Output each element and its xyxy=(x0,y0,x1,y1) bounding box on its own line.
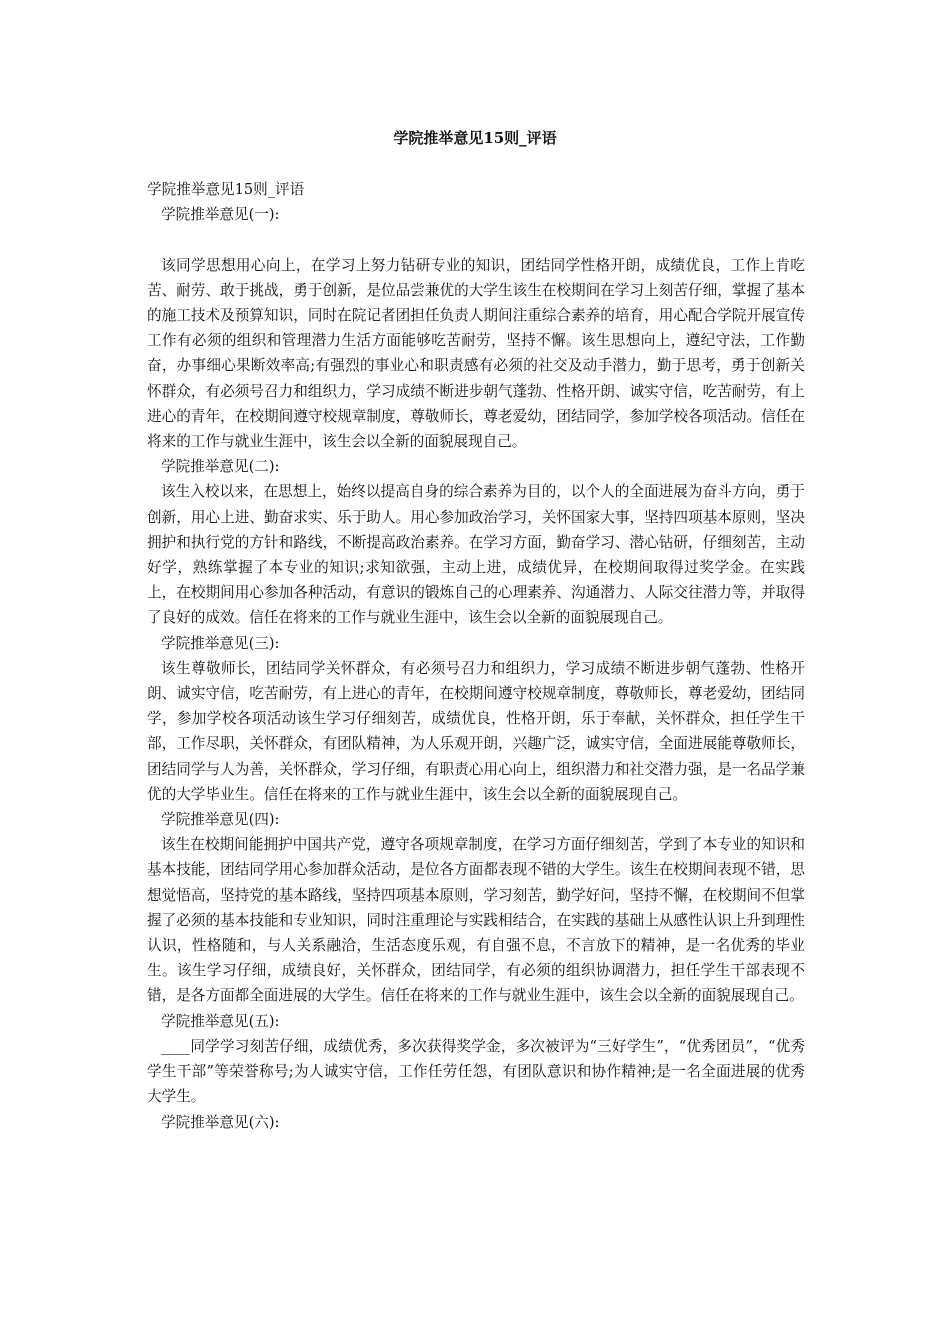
section-heading-3: 学院推举意见(三): xyxy=(161,634,280,652)
section-body-3: 该生尊敬师长，团结同学关怀群众，有必须号召力和组织力，学习成绩不断进步朝气蓬勃、性格开朗、诚实守信，吃苦耐劳，有上进心的青年，在校期间遵守校规章制度，尊敬师长，尊老爱幼，团结同学，参加学校各项活动该生学习仔细刻苦，成绩优良，性格开朗，乐于奉献，关怀群众，担任学生干部，工作尽职，关怀群众，有团队精神，为人乐观开朗，兴趣广泛，诚实守信，全面进展能尊敬师长，团结同学与人为善，关怀群众，学习仔细，有职责心用心向上，组织潜力和社交潜力强，是一名品学兼优的大学毕业生。信任在将来的工作与就业生涯中，该生会以全新的面貌展现自己。 xyxy=(147,659,805,803)
paragraph-spacer xyxy=(147,227,805,252)
section-heading-6: 学院推举意见(六): xyxy=(161,1113,280,1131)
section-heading-2: 学院推举意见(二): xyxy=(161,458,280,476)
section-body-1: 该同学思想用心向上，在学习上努力钻研专业的知识，团结同学性格开朗，成绩优良，工作上肯吃苦、耐劳、敢于挑战，勇于创新，是位品尝兼优的大学生该生在校期间在学习上刻苦仔细，掌握了基本的施工技术及预算知识，同时在院记者团担任负责人期间注重综合素养的培育，用心配合学院开展宣传工作有必须的组织和管理潜力生活方面能够吃苦耐劳，坚持不懈。该生思想向上，遵纪守法，工作勤奋，办事细心果断效率高;有强烈的事业心和职责感有必须的社交及动手潜力，勤于思考，勇于创新关怀群众，有必须号召力和组织力，学习成绩不断进步朝气蓬勃、性格开朗、诚实守信，吃苦耐劳，有上进心的青年，在校期间遵守校规章制度，尊敬师长，尊老爱幼，团结同学，参加学校各项活动。信任在将来的工作与就业生涯中，该生会以全新的面貌展现自己。 xyxy=(147,256,805,451)
document-title: 学院推举意见15则_评语 xyxy=(393,129,557,147)
section-body-4: 该生在校期间能拥护中国共产党，遵守各项规章制度，在学习方面仔细刻苦，学到了本专业的知识和基本技能，团结同学用心参加群众活动，是位各方面都表现不错的大学生。该生在校期间表现不错，思想觉悟高，坚持党的基本路线，坚持四项基本原则，学习刻苦，勤学好问，坚持不懈，在校期间不但掌握了必须的基本技能和专业知识，同时注重理论与实践相结合，在实践的基础上从感性认识上升到理性认识，性格随和，与人关系融洽，生活态度乐观，有自强不息，不言放下的精神，是一名优秀的毕业生。该生学习仔细，成绩良好，关怀群众，团结同学，有必须的组织协调潜力，担任学生干部表现不错，是各方面都全面进展的大学生。信任在将来的工作与就业生涯中，该生会以全新的面貌展现自己。 xyxy=(147,836,805,1005)
document-subtitle: 学院推举意见15则_评语 xyxy=(147,181,305,198)
section-heading-4: 学院推举意见(四): xyxy=(161,811,280,829)
section-heading-5: 学院推举意见(五): xyxy=(161,1012,280,1030)
document-body xyxy=(147,177,805,1135)
section-body-5: ____同学学习刻苦仔细，成绩优秀，多次获得奖学金，多次被评为“三好学生”，“优秀团员”，“优秀学生干部”等荣誉称号;为人诚实守信，工作任劳任怨，有团队意识和协作精神;是一名全面进展的优秀大学生。 xyxy=(147,1037,805,1106)
section-heading-1: 学院推举意见(一): xyxy=(161,206,280,224)
section-body-2: 该生入校以来，在思想上，始终以提高自身的综合素养为目的，以个人的全面进展为奋斗方向，勇于创新，用心上进、勤奋求实、乐于助人。用心参加政治学习，关怀国家大事，坚持四项基本原则，坚决拥护和执行党的方针和路线，不断提高政治素养。在学习方面，勤奋学习、潜心钻研，仔细刻苦，主动好学，熟练掌握了本专业的知识;求知欲强，主动上进，成绩优异，在校期间取得过奖学金。在实践上，在校期间用心参加各种活动，有意识的锻炼自己的心理素养、沟通潜力、人际交往潜力等，并取得了良好的成效。信任在将来的工作与就业生涯中，该生会以全新的面貌展现自己。 xyxy=(147,483,805,627)
